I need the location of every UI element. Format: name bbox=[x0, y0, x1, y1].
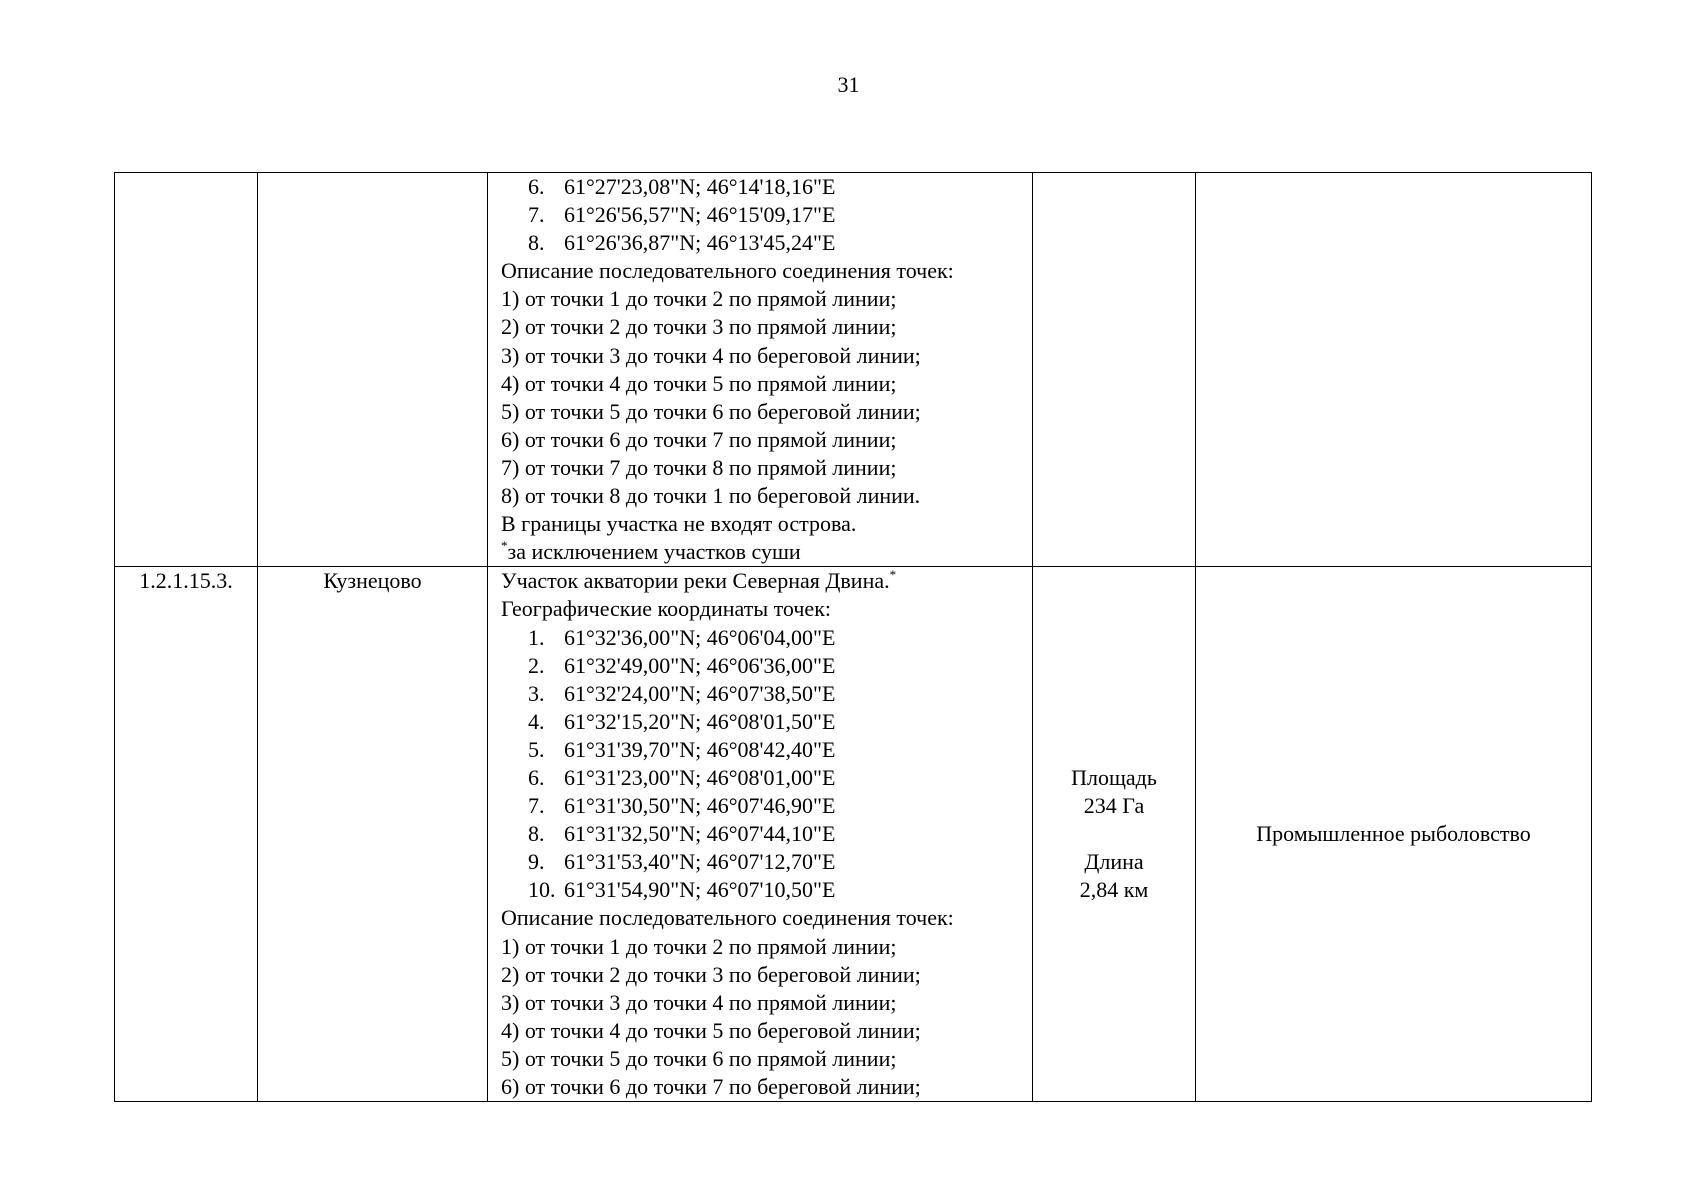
coordinate-point: 2. 61°32'49,00"N; 46°06'36,00"E bbox=[528, 652, 836, 678]
row-usage-cell bbox=[1196, 173, 1592, 567]
connection-line: 4) от точки 4 до точки 5 по береговой линии; bbox=[501, 1017, 921, 1043]
connection-line: 8) от точки 8 до точки 1 по береговой линии. bbox=[501, 483, 921, 509]
row-number-cell: 1.2.1.15.3. bbox=[115, 567, 258, 1102]
coordinate-point: 9. 61°31'53,40"N; 46°07'12,70"E bbox=[528, 849, 836, 875]
footnote: *за исключением участков суши bbox=[501, 538, 801, 565]
coordinate-point: 4. 61°32'15,20"N; 46°08'01,50"E bbox=[528, 708, 836, 734]
coordinate-point: 7. 61°26'56,57"N; 46°15'09,17"E bbox=[528, 202, 836, 228]
area-value: 234 Га bbox=[1083, 793, 1145, 819]
connection-line: 1) от точки 1 до точки 2 по прямой линии; bbox=[501, 933, 897, 959]
row-description-cell bbox=[488, 173, 1033, 567]
length-value: 2,84 км bbox=[1079, 877, 1149, 903]
coordinate-point: 1. 61°32'36,00"N; 46°06'04,00"E bbox=[528, 624, 836, 650]
row-number-cell bbox=[115, 173, 258, 567]
footnote-mark: * bbox=[501, 538, 508, 554]
coordinate-point: 8. 61°26'36,87"N; 46°13'45,24"E bbox=[528, 230, 836, 256]
coordinate-point: 5. 61°31'39,70"N; 46°08'42,40"E bbox=[528, 736, 836, 762]
connection-line: 5) от точки 5 до точки 6 по береговой линии; bbox=[501, 398, 921, 424]
row-area-cell bbox=[1033, 567, 1196, 1102]
coordinate-point: 6. 61°31'23,00"N; 46°08'01,00"E bbox=[528, 764, 836, 790]
connection-line: 2) от точки 2 до точки 3 по береговой линии; bbox=[501, 961, 921, 987]
coordinate-point: 6. 61°27'23,08"N; 46°14'18,16"E bbox=[528, 174, 836, 199]
coordinate-point: 3. 61°32'24,00"N; 46°07'38,50"E bbox=[528, 680, 836, 706]
connection-line: 3) от точки 3 до точки 4 по прямой линии; bbox=[501, 989, 897, 1015]
connection-line: 6) от точки 6 до точки 7 по прямой линии; bbox=[501, 426, 897, 452]
coordinate-point: 7. 61°31'30,50"N; 46°07'46,90"E bbox=[528, 793, 836, 819]
row-name-cell bbox=[258, 173, 488, 567]
connection-line: 2) от точки 2 до точки 3 по прямой линии; bbox=[501, 314, 897, 340]
table-row bbox=[115, 567, 1592, 1102]
page-number: 31 bbox=[837, 72, 860, 97]
area-intro: Участок акватории реки Северная Двина.* bbox=[501, 567, 897, 594]
row-usage-cell: Промышленное рыболовство bbox=[1196, 567, 1592, 1102]
area-label: Площадь bbox=[1071, 765, 1157, 791]
connection-line: 3) от точки 3 до точки 4 по береговой линии; bbox=[501, 342, 921, 368]
connection-title: Описание последовательного соединения точек: bbox=[501, 905, 954, 931]
islands-note: В границы участка не входят острова. bbox=[501, 511, 857, 537]
row-name-cell: Кузнецово bbox=[258, 567, 488, 1102]
connection-line: 7) от точки 7 до точки 8 по прямой линии; bbox=[501, 454, 897, 480]
footnote-mark: * bbox=[889, 567, 897, 583]
connection-title: Описание последовательного соединения точек: bbox=[501, 258, 954, 284]
coordinate-point: 10. 61°31'54,90"N; 46°07'10,50"E bbox=[528, 877, 836, 903]
row-area-cell bbox=[1033, 173, 1196, 567]
coordinate-point: 8. 61°31'32,50"N; 46°07'44,10"E bbox=[528, 821, 836, 847]
row-description-cell bbox=[488, 567, 1033, 1102]
connection-line: 5) от точки 5 до точки 6 по прямой линии; bbox=[501, 1045, 897, 1071]
fishing-areas-table bbox=[114, 172, 1592, 1102]
connection-line: 6) от точки 6 до точки 7 по береговой линии; bbox=[501, 1074, 921, 1099]
table-row bbox=[115, 173, 1592, 567]
coords-title: Географические координаты точек: bbox=[501, 596, 831, 622]
length-label: Длина bbox=[1084, 849, 1144, 875]
connection-line: 1) от точки 1 до точки 2 по прямой линии; bbox=[501, 286, 897, 312]
connection-line: 4) от точки 4 до точки 5 по прямой линии; bbox=[501, 370, 897, 396]
